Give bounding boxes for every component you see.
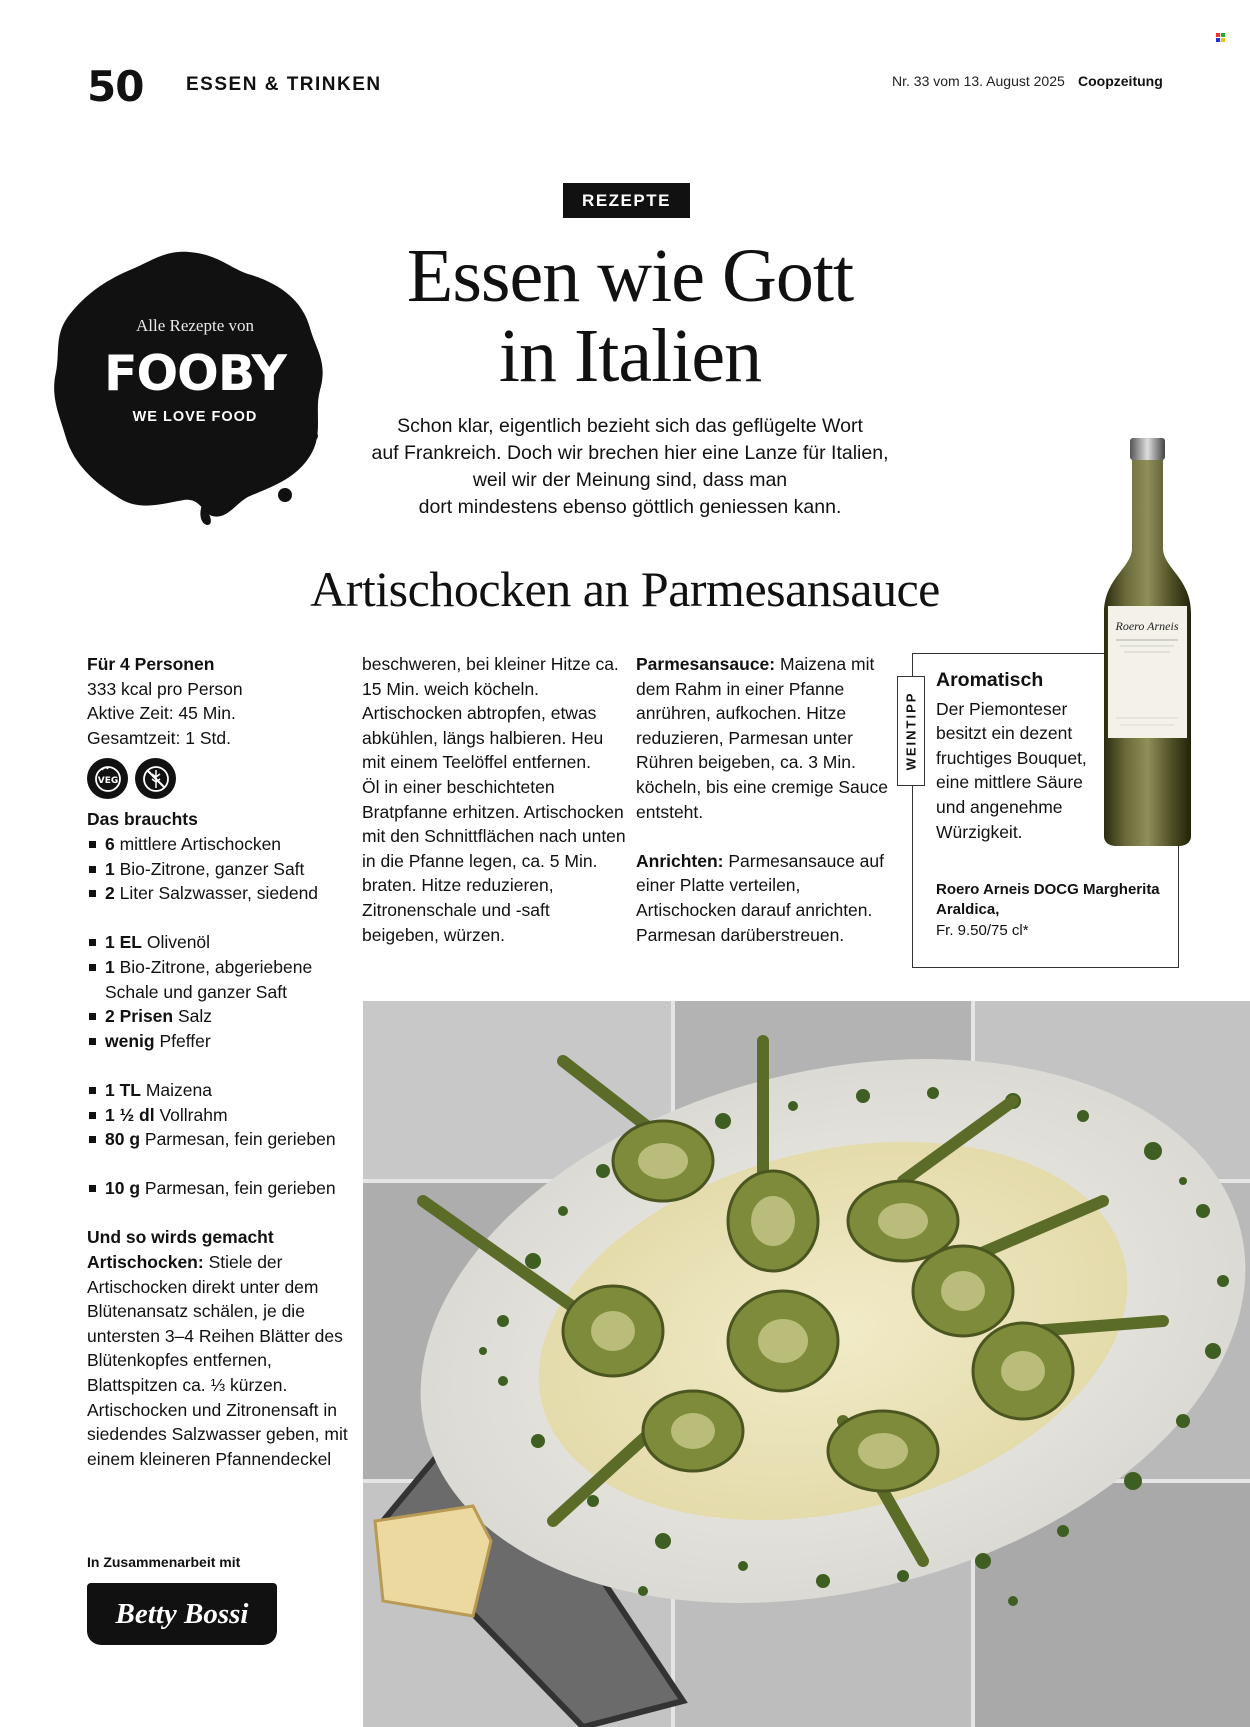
lead-line: dort mindestens ebenso göttlich geniessen kann. xyxy=(418,496,842,518)
wine-name: Roero Arneis DOCG Margherita Araldica, xyxy=(936,881,1160,918)
artichoke-dish-photo xyxy=(363,1001,1250,1727)
gluten-free-icon xyxy=(135,758,176,799)
method-step-parmesansauce: Parmesansauce: Maizena mit dem Rahm in einer Pfanne anrühren, aufkochen. Hitze reduzieren, Parmesan unter Rühren beigeben, ca. 3 Min. köcheln, bis eine cremige Sauce entsteht. xyxy=(636,654,888,822)
issue-date: Nr. 33 vom 13. August 2025 xyxy=(892,73,1065,89)
collaboration-note: In Zusammenarbeit mit xyxy=(87,1554,241,1570)
page-number: 50 xyxy=(87,62,144,111)
active-time: Aktive Zeit: 45 Min. xyxy=(87,703,236,724)
recipe-info-column xyxy=(87,652,352,1471)
method-heading: Und so wirds gemacht xyxy=(87,1227,274,1248)
headline xyxy=(340,236,920,396)
gf-label: GF xyxy=(154,793,157,795)
wine-tip-label: WEINTIPP xyxy=(903,691,919,771)
fooby-intro: Alle Rezepte von xyxy=(135,316,254,335)
wine-description-block xyxy=(936,668,1116,844)
ingredient: 2 Prisen Salz xyxy=(87,1004,352,1029)
wine-heading: Aromatisch xyxy=(936,669,1044,691)
ingredient-list-group-2 xyxy=(87,930,352,1053)
rezepte-badge: REZEPTE xyxy=(563,183,690,218)
ingredient: wenig Pfeffer xyxy=(87,1029,352,1054)
publication-name: Coopzeitung xyxy=(1078,73,1163,89)
headline-line-1: Essen wie Gott xyxy=(406,234,854,318)
servings: Für 4 Personen xyxy=(87,654,215,674)
kcal: 333 kcal pro Person xyxy=(87,678,243,699)
method-step-artischocken: Artischocken: Stiele der Artischocken direkt unter dem Blütenansatz schälen, je die untersten 3–4 Reihen Blätter des Blütenkopfes entfernen, Blattspitzen ca. ⅓ kürzen. Artischocken und Zitronensaft in siedendes Salzwasser geben, mit einem kleineren Pfannendeckel xyxy=(87,1252,348,1469)
lead-line: Schon klar, eigentlich bezieht sich das geflügelte Wort xyxy=(397,415,863,437)
lead-line: weil wir der Meinung sind, dass man xyxy=(472,469,788,491)
recipe-title: Artischocken an Parmesansauce xyxy=(310,561,940,617)
headline-line-2: in Italien xyxy=(498,314,762,398)
ingredient: 1 ½ dl Vollrahm xyxy=(87,1103,352,1128)
wine-description: Der Piemonteser besitzt ein dezent fruchtiges Bouquet, eine mittlere Säure und angenehme Würzigkeit. xyxy=(936,698,1087,842)
color-registration-mark xyxy=(1216,33,1226,43)
ingredient: 80 g Parmesan, fein gerieben xyxy=(87,1127,352,1152)
wine-bottle-icon xyxy=(1100,438,1195,848)
bottle-label-text: Roero Arneis xyxy=(1115,619,1179,633)
ingredient: 6 mittlere Artischocken xyxy=(87,832,352,857)
method-step-anrichten: Anrichten: Parmesansauce auf einer Platte verteilen, Artischocken darauf anrichten. Parmesan darüberstreuen. xyxy=(636,850,885,945)
ingredient: 1 TL Maizena xyxy=(87,1078,352,1103)
ingredient: 1 EL Olivenöl xyxy=(87,930,352,955)
total-time: Gesamtzeit: 1 Std. xyxy=(87,727,231,748)
ingredient-list-group-4 xyxy=(87,1176,352,1201)
method-column-3 xyxy=(636,652,896,947)
betty-bossi-logo: Betty Bossi xyxy=(87,1583,277,1645)
ingredient: 10 g Parmesan, fein gerieben xyxy=(87,1176,352,1201)
veg-icon xyxy=(87,758,128,799)
ingredient: 2 Liter Salzwasser, siedend xyxy=(87,881,352,906)
ingredient-list-group-3 xyxy=(87,1078,352,1152)
diet-icons xyxy=(87,758,352,799)
wine-price: Fr. 9.50/75 cl* xyxy=(936,922,1029,939)
ingredient-list-group-1 xyxy=(87,832,352,906)
ingredient: 1 Bio-Zitrone, ganzer Saft xyxy=(87,857,352,882)
ingredient: 1 Bio-Zitrone, abgeriebene Schale und ganzer Saft xyxy=(87,955,352,1004)
method-column-2 xyxy=(362,652,627,947)
ingredients-heading: Das brauchts xyxy=(87,809,198,830)
method-step-braten: Öl in einer beschichteten Bratpfanne erhitzen. Artischocken mit den Schnittflächen nach unten in die Pfanne legen, ca. 5 Min. braten. Hitze reduzieren, Zitronenschale und -saft beigeben, würzen. xyxy=(362,776,626,945)
lead-paragraph xyxy=(340,413,920,521)
lead-line: auf Frankreich. Doch wir brechen hier eine Lanze für Italien, xyxy=(371,442,889,464)
veg-label: VEG xyxy=(97,775,118,786)
wine-tip-tab xyxy=(897,676,925,786)
fooby-logo: FOOBY xyxy=(104,345,286,402)
section-title: ESSEN & TRINKEN xyxy=(186,74,382,95)
fooby-tagline: WE LOVE FOOD xyxy=(132,409,258,425)
method-step-continued: beschweren, bei kleiner Hitze ca. 15 Min. weich köcheln. Artischocken abtropfen, etwas abkühlen, längs halbieren. Heu mit einem Teelöffel entfernen. xyxy=(362,654,619,773)
